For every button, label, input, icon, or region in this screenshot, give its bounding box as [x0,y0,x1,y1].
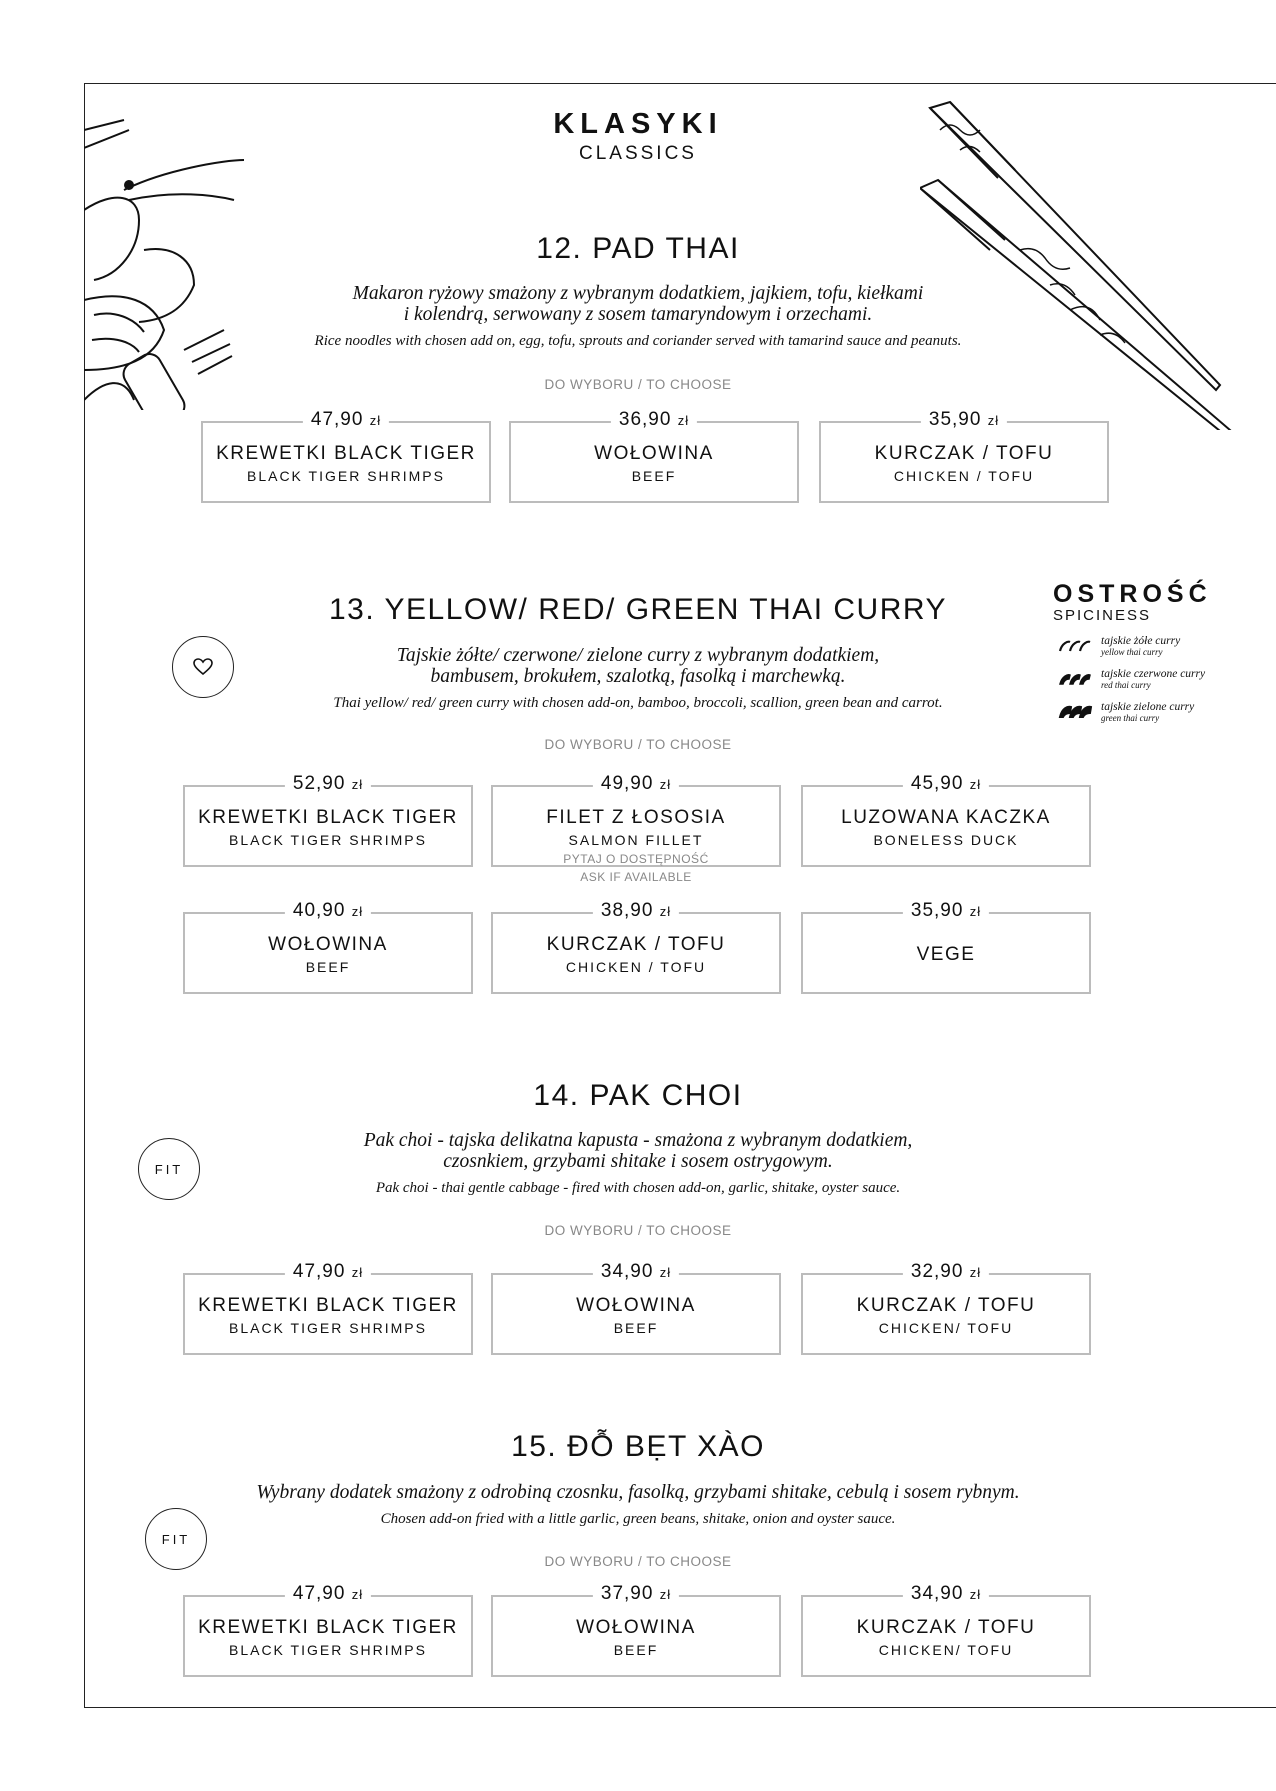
dish-title-do-bet-xao: 15. ĐỖ BẸT XÀO [511,1430,765,1463]
dish-description-pl: bambusem, brokułem, szalotką, fasolką i marchewką. [430,666,846,687]
option-name-pl: KREWETKI BLACK TIGER [198,1617,458,1638]
spiciness-title: OSTROŚĆ [1053,580,1212,608]
choose-label: DO WYBORU / TO CHOOSE [544,1223,732,1238]
option-price: 32,90 zł [903,1261,989,1283]
option-name-en: BLACK TIGER SHRIMPS [228,1642,427,1658]
dish-description-pl: Wybrany dodatek smażony z odrobiną czosnku, fasolką, grzybami shitake, cebulą i sosem rybnym. [256,1482,1020,1503]
menu-option[interactable] [801,773,1091,867]
menu-option[interactable] [491,900,781,994]
menu-option[interactable] [183,1261,473,1355]
availability-note-pl: PYTAJ O DOSTĘPNOŚĆ [563,852,709,866]
dish-description-pl: i kolendrą, serwowany z sosem tamaryndowym i orzechami. [403,304,873,325]
dish-description-en: Rice noodles with chosen add on, egg, tofu, sprouts and coriander served with tamarind sauce and peanuts. [314,333,962,349]
option-name-pl: KREWETKI BLACK TIGER [198,807,458,828]
spiciness-legend-red: tajskie czerwone curry red thai curry [1058,668,1258,694]
option-name-en: BEEF [305,959,351,975]
option-price: 47,90 zł [285,1261,371,1283]
option-name-pl: VEGE [916,944,976,965]
dish-description-en: Thai yellow/ red/ green curry with chosen add-on, bamboo, broccoli, scallion, green bean and carrot. [333,695,943,711]
option-price: 40,90 zł [285,900,371,922]
fit-badge: FIT [138,1138,200,1200]
dish-title-pak-choi: 14. PAK CHOI [533,1079,743,1112]
choose-label: DO WYBORU / TO CHOOSE [544,1554,732,1569]
option-price: 34,90 zł [903,1583,989,1605]
option-price: 34,90 zł [593,1261,679,1283]
menu-option[interactable] [183,1583,473,1677]
option-name-pl: KREWETKI BLACK TIGER [198,1295,458,1316]
option-name-en: BLACK TIGER SHRIMPS [228,832,427,848]
option-name-en: SALMON FILLET [568,832,704,848]
option-price: 49,90 zł [593,773,679,795]
option-name-pl: KREWETKI BLACK TIGER [216,443,476,464]
option-name-en: BONELESS DUCK [873,832,1019,848]
option-name-en: CHICKEN/ TOFU [878,1320,1014,1336]
fit-badge: FIT [145,1508,207,1570]
spiciness-subtitle: SPICINESS [1053,607,1152,624]
dish-description-pl: Pak choi - tajska delikatna kapusta - smażona z wybranym dodatkiem, [363,1130,913,1151]
section-title: KLASYKI [553,108,723,140]
option-name-pl: KURCZAK / TOFU [856,1295,1036,1316]
option-name-en: CHICKEN / TOFU [893,468,1035,484]
option-name-pl: FILET Z ŁOSOSIA [546,807,726,828]
menu-option[interactable] [491,1583,781,1677]
option-name-en: BLACK TIGER SHRIMPS [246,468,445,484]
option-name-pl: WOŁOWINA [594,443,714,464]
menu-option[interactable] [801,1261,1091,1355]
menu-option[interactable] [491,773,781,884]
menu-option[interactable] [183,900,473,994]
menu-option[interactable] [819,409,1109,503]
dish-description-pl: Makaron ryżowy smażony z wybranym dodatkiem, jajkiem, tofu, kiełkami [352,283,924,304]
option-name-en: CHICKEN/ TOFU [878,1642,1014,1658]
option-name-pl: WOŁOWINA [268,934,388,955]
menu-option[interactable] [491,1261,781,1355]
option-price: 38,90 zł [593,900,679,922]
spiciness-legend-green: tajskie zielone curry green thai curry [1058,701,1258,727]
option-price: 45,90 zł [903,773,989,795]
dish-title-pad-thai: 12. PAD THAI [536,232,740,265]
option-name-pl: KURCZAK / TOFU [546,934,726,955]
option-name-pl: LUZOWANA KACZKA [841,807,1051,828]
option-name-pl: WOŁOWINA [576,1295,696,1316]
option-price: 37,90 zł [593,1583,679,1605]
dish-description-pl: Tajskie żółte/ czerwone/ zielone curry z wybranym dodatkiem, [396,645,880,666]
choose-label: DO WYBORU / TO CHOOSE [544,737,732,752]
option-name-en: CHICKEN / TOFU [565,959,707,975]
option-price: 47,90 zł [285,1583,371,1605]
dish-description-pl: czosnkiem, grzybami shitake i sosem ostrygowym. [443,1151,833,1172]
menu-option[interactable] [183,773,473,867]
availability-note-en: ASK IF AVAILABLE [580,870,692,884]
option-price: 35,90 zł [903,900,989,922]
menu-option[interactable] [801,900,1091,994]
option-price: 35,90 zł [921,409,1007,431]
dish-description-en: Chosen add-on fried with a little garlic, green beans, shitake, onion and oyster sauce. [380,1511,896,1527]
dish-description-en: Pak choi - thai gentle cabbage - fired with chosen add-on, garlic, shitake, oyster sauce. [375,1180,901,1196]
option-name-pl: KURCZAK / TOFU [856,1617,1036,1638]
option-price: 47,90 zł [303,409,389,431]
spiciness-legend-yellow: tajskie żółe curry yellow thai curry [1058,635,1258,661]
menu-option[interactable] [201,409,491,503]
choose-label: DO WYBORU / TO CHOOSE [544,377,732,392]
dish-title-thai-curry: 13. YELLOW/ RED/ GREEN THAI CURRY [329,593,947,626]
option-name-en: BLACK TIGER SHRIMPS [228,1320,427,1336]
option-name-pl: KURCZAK / TOFU [874,443,1054,464]
section-subtitle: CLASSICS [579,143,697,164]
option-name-en: BEEF [631,468,677,484]
option-name-pl: WOŁOWINA [576,1617,696,1638]
option-price: 36,90 zł [611,409,697,431]
menu-option[interactable] [509,409,799,503]
option-price: 52,90 zł [285,773,371,795]
option-name-en: BEEF [613,1320,659,1336]
option-name-en: BEEF [613,1642,659,1658]
menu-option[interactable] [801,1583,1091,1677]
